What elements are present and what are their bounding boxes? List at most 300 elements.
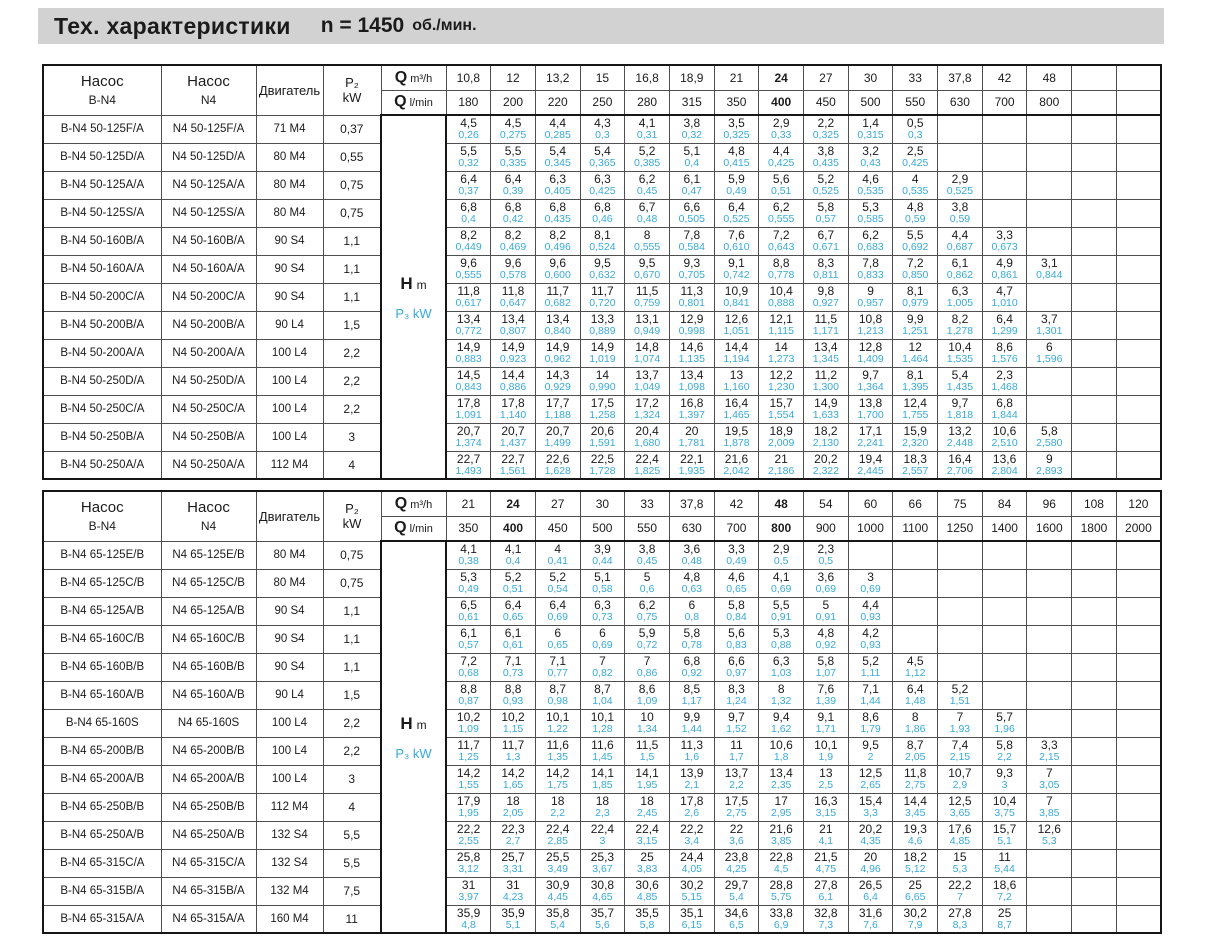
h-value: 22,2	[456, 822, 481, 836]
data-cell	[714, 255, 759, 283]
h-value: 20,7	[456, 424, 481, 438]
h-value: 18,6	[992, 878, 1017, 892]
series-n4-label: N4	[200, 93, 217, 108]
p3-value: 0,687	[946, 241, 974, 253]
data-cell	[1072, 793, 1117, 821]
h-value: 6,3	[549, 172, 567, 186]
h-value: 3,1	[1040, 256, 1058, 270]
h-value: 5,4	[594, 144, 611, 158]
data-cell	[535, 199, 580, 227]
p3-value: 3,85	[1039, 807, 1060, 819]
h-value: 9,9	[683, 710, 701, 724]
data-cell	[1072, 821, 1117, 849]
h-value: 30,6	[635, 878, 659, 892]
h-value: 22,2	[948, 878, 972, 892]
data-cell	[893, 283, 938, 311]
data-cell	[893, 115, 938, 143]
h-value: 5,3	[460, 570, 477, 584]
data-cell	[535, 115, 580, 143]
data-cell	[535, 597, 580, 625]
h-value: 5,8	[996, 738, 1013, 752]
pump-n4-name: N4 65-160B/B	[161, 653, 256, 681]
data-cell	[1072, 709, 1117, 737]
p3-value: 0,449	[455, 241, 482, 253]
h-value: 20	[863, 850, 878, 864]
p3-value: 1,44	[860, 695, 881, 707]
h-value: 5	[822, 598, 830, 612]
q-lmin-value: 180	[446, 90, 491, 115]
p3-value: 1,51	[949, 695, 971, 707]
h-value: 13,4	[456, 312, 481, 326]
q-m3h-value: 21	[446, 491, 491, 516]
q-m3h-value: 108	[1072, 491, 1117, 516]
q-lmin-value: 1250	[938, 516, 983, 541]
pump-n4-name: N4 50-160B/A	[161, 227, 256, 255]
pump-n4-name: N4 65-315B/A	[161, 877, 256, 905]
title-bar	[38, 8, 1164, 44]
h-value: 30,2	[680, 878, 704, 892]
pump-bn4-name: B-N4 65-315C/A	[43, 849, 161, 877]
p3-value: 0,83	[726, 639, 747, 651]
data-cell	[982, 681, 1027, 709]
h-value: 9,7	[862, 368, 879, 382]
data-cell	[535, 451, 580, 479]
p3-value: 2,9	[952, 779, 968, 791]
data-cell	[893, 339, 938, 367]
q-m3h-value: 54	[804, 491, 849, 516]
h-value: 6,3	[772, 654, 790, 668]
data-cell	[1027, 367, 1072, 395]
data-cell	[625, 821, 670, 849]
h-value: 26,5	[858, 878, 883, 892]
h-value: 17,9	[456, 794, 481, 808]
h-value: 7,1	[504, 654, 522, 668]
p3-value: 5,4	[550, 918, 566, 931]
q-m3h-value: 48	[759, 491, 804, 516]
p3-value: 0,91	[770, 611, 792, 623]
data-cell	[625, 423, 670, 451]
p3-value: 0,58	[592, 583, 613, 595]
p3-value: 0,862	[946, 269, 974, 281]
p3-value: 1,71	[815, 723, 837, 735]
data-cell	[759, 681, 804, 709]
h-value: 2,5	[906, 144, 924, 158]
data-cell	[759, 849, 804, 877]
p3-value: 1,554	[768, 409, 795, 421]
data-cell	[1072, 681, 1117, 709]
p3-value: 0,46	[592, 213, 613, 225]
data-cell	[535, 877, 580, 905]
data-cell	[580, 227, 625, 255]
motor-value: 90 S4	[256, 227, 323, 255]
data-cell	[982, 877, 1027, 905]
motor-value: 90 S4	[256, 653, 323, 681]
kw-label: kW	[342, 516, 362, 532]
p3-value: 1,194	[723, 353, 750, 365]
data-cell	[893, 423, 938, 451]
h-symbol: H	[400, 273, 413, 293]
p2-label: P₂	[345, 75, 359, 91]
data-cell	[714, 877, 759, 905]
p3-value: 1,535	[946, 353, 974, 365]
motor-value: 90 S4	[256, 283, 323, 311]
p3-value: 1,230	[768, 381, 795, 393]
h-value: 9,7	[728, 710, 745, 724]
data-cell	[1116, 395, 1161, 423]
data-cell	[625, 905, 670, 933]
h-value: 20,4	[635, 424, 659, 438]
p3-value: 1,273	[768, 353, 795, 365]
h-value: 21	[819, 822, 833, 836]
h-value: 5,6	[728, 626, 745, 640]
data-cell	[580, 765, 625, 793]
p3-value: 1,115	[768, 325, 794, 337]
p3-value: 0,807	[499, 325, 527, 337]
p3-value: 3,67	[592, 863, 613, 875]
p3-value: 0,325	[723, 129, 750, 142]
pump-bn4-name: B-N4 50-200A/A	[43, 339, 161, 367]
h-value: 9,5	[638, 256, 656, 270]
data-cell	[714, 451, 759, 479]
p2-label: P₂	[345, 501, 359, 517]
q-lmin-value: 350	[714, 90, 759, 115]
data-cell	[848, 877, 893, 905]
p3-value: 0,524	[589, 241, 616, 253]
p3-value: 3,75	[994, 807, 1015, 819]
h-value: 9,8	[817, 284, 835, 298]
data-cell	[1072, 597, 1117, 625]
h-value: 8,6	[638, 682, 656, 696]
data-cell	[804, 311, 849, 339]
data-cell	[804, 541, 849, 569]
motor-value: 90 S4	[256, 597, 323, 625]
data-cell	[1072, 115, 1117, 143]
p3-value: 1,499	[544, 437, 571, 449]
p3-value: 0,617	[455, 297, 482, 309]
p3-value: 0,61	[458, 611, 479, 623]
p3-value: 0,45	[636, 185, 658, 197]
p3-label: P₃ kW	[395, 305, 432, 321]
motor-value: 80 M4	[256, 541, 323, 569]
h-value: 24,4	[680, 850, 704, 864]
data-cell	[938, 709, 983, 737]
h-label	[382, 274, 445, 294]
h-value: 14,2	[501, 766, 525, 780]
data-cell	[848, 171, 893, 199]
h-value: 1,4	[862, 116, 879, 131]
h-value: 4,1	[460, 542, 477, 557]
data-cell	[893, 737, 938, 765]
pump-bn4-name: B-N4 65-160S	[43, 709, 161, 737]
p3-value: 1,576	[991, 353, 1018, 365]
p3-value: 0,59	[949, 213, 971, 225]
q-lmin-value: 220	[535, 90, 580, 115]
h-value: 4,8	[683, 570, 701, 584]
motor-value: 90 L4	[256, 311, 323, 339]
pump-n4-name: N4 50-125A/A	[161, 171, 256, 199]
data-cell	[625, 395, 670, 423]
h-value: 4,6	[862, 172, 879, 186]
p3-value: 0,69	[815, 583, 837, 595]
p3-value: 6,4	[863, 891, 878, 903]
data-cell	[1116, 765, 1161, 793]
p3-value: 1,35	[547, 751, 568, 763]
h-value: 8,1	[906, 368, 924, 382]
h-value: 7,4	[951, 738, 969, 752]
h-value: 8,5	[683, 682, 701, 696]
p3-value: 1,28	[592, 723, 613, 735]
h-value: 6,4	[504, 598, 522, 612]
p3-value: 1,324	[633, 409, 661, 421]
p3-value: 1,935	[678, 464, 705, 477]
q-lmin-value: 1000	[848, 516, 893, 541]
data-cell	[446, 311, 491, 339]
p3-value: 1,39	[815, 695, 837, 707]
h-value: 35,5	[635, 905, 659, 920]
h-value: 4,1	[772, 570, 790, 584]
h-value: 5,3	[862, 200, 879, 214]
data-cell	[759, 653, 804, 681]
data-cell	[669, 423, 714, 451]
p3-value: 1,34	[636, 723, 658, 735]
p3-value: 0,285	[544, 129, 571, 142]
h-value: 3,8	[817, 144, 835, 158]
column-header-pump-n4	[161, 491, 256, 541]
p3-value: 1,700	[857, 409, 884, 421]
p3-value: 1,010	[991, 297, 1018, 309]
p3-value: 0,962	[544, 353, 571, 365]
p3-value: 0,51	[770, 185, 792, 197]
h-value: 4,7	[996, 284, 1013, 298]
data-cell	[580, 541, 625, 569]
p2-value: 2,2	[323, 339, 381, 367]
data-cell	[669, 877, 714, 905]
h-value: 4,8	[728, 144, 745, 158]
data-cell	[1027, 339, 1072, 367]
data-cell	[759, 199, 804, 227]
data-cell	[625, 311, 670, 339]
data-cell	[804, 849, 849, 877]
motor-value: 100 L4	[256, 395, 323, 423]
data-cell	[714, 569, 759, 597]
header-row-m3h	[43, 65, 1161, 90]
pump-row	[43, 597, 1161, 625]
h-value: 15,7	[992, 822, 1017, 836]
data-cell	[804, 451, 849, 479]
data-cell	[1116, 255, 1161, 283]
data-cell	[714, 625, 759, 653]
p3-value: 0,929	[544, 381, 571, 393]
data-cell	[1027, 423, 1072, 451]
data-cell	[1027, 255, 1072, 283]
p3-value: 2,042	[723, 464, 750, 477]
pump-n4-name: N4 50-250D/A	[161, 367, 256, 395]
data-cell	[625, 115, 670, 143]
h-value: 10,2	[501, 710, 525, 724]
h-value: 3	[867, 570, 874, 584]
data-cell	[982, 339, 1027, 367]
data-cell	[625, 681, 670, 709]
data-cell	[759, 283, 804, 311]
h-value: 22,4	[635, 822, 659, 836]
h-value: 6,8	[594, 200, 611, 214]
data-cell	[535, 793, 580, 821]
p3-value: 0,65	[726, 583, 747, 595]
h-value: 7	[599, 654, 606, 668]
p3-value: 2,15	[949, 751, 971, 763]
p2-value: 4	[323, 793, 381, 821]
h-value: 10,8	[858, 312, 883, 326]
p3-value: 0,742	[723, 269, 750, 281]
h-value: 13,4	[769, 766, 793, 780]
h-value: 35,9	[501, 905, 525, 920]
p3-value: 1,591	[589, 437, 616, 449]
p3-value: 0,578	[499, 269, 527, 281]
data-cell	[669, 905, 714, 933]
h-value: 4	[911, 172, 919, 186]
p3-value: 0,48	[636, 213, 658, 225]
data-cell	[893, 171, 938, 199]
q-lmin-value: 550	[893, 90, 938, 115]
h-value: 7,2	[906, 256, 924, 270]
motor-value: 90 L4	[256, 681, 323, 709]
data-cell	[491, 199, 536, 227]
h-value: 13,9	[680, 766, 704, 780]
h-value: 14,4	[903, 794, 927, 808]
data-cell	[446, 569, 491, 597]
h-value: 14,9	[546, 340, 570, 354]
data-cell	[848, 339, 893, 367]
h-value: 17,2	[635, 396, 659, 410]
h-value: 13	[819, 766, 833, 780]
data-cell	[714, 849, 759, 877]
h-value: 22,3	[501, 822, 525, 836]
p3-value: 1,86	[905, 723, 926, 735]
data-cell	[535, 569, 580, 597]
motor-value: 132 S4	[256, 821, 323, 849]
p3-value: 0,3	[595, 129, 610, 142]
data-cell	[535, 709, 580, 737]
q-m3h-value: 24	[491, 491, 536, 516]
pump-bn4-name: B-N4 50-125D/A	[43, 143, 161, 171]
data-cell	[625, 709, 670, 737]
h-value: 11,7	[591, 284, 614, 298]
p3-value: 4,75	[815, 863, 837, 875]
data-cell	[1027, 597, 1072, 625]
data-cell	[535, 143, 580, 171]
p3-value: 0,927	[812, 297, 839, 309]
p3-value: 2,557	[902, 464, 929, 477]
p3-value: 1,55	[458, 779, 479, 791]
data-cell	[580, 367, 625, 395]
data-cell	[446, 367, 491, 395]
h-value: 13,7	[724, 766, 749, 780]
h-value: 8	[777, 682, 785, 696]
p3-value: 0,385	[633, 157, 661, 169]
h-value: 6	[554, 626, 562, 640]
p3-value: 4,35	[860, 835, 881, 847]
p3-value: 0,92	[815, 639, 837, 651]
p3-value: 2	[867, 751, 874, 763]
h-value: 11	[998, 850, 1011, 864]
p3-value: 0,77	[547, 667, 568, 679]
data-cell	[759, 793, 804, 821]
h-value: 2,9	[951, 172, 969, 186]
pump-bn4-name: B-N4 65-250A/B	[43, 821, 161, 849]
data-cell	[804, 765, 849, 793]
data-cell	[535, 821, 580, 849]
data-cell	[1116, 199, 1161, 227]
data-cell	[1116, 877, 1161, 905]
p3-value: 0,525	[723, 213, 750, 225]
pump-n4-name: N4 50-250C/A	[161, 395, 256, 423]
h-value: 9,3	[683, 256, 701, 270]
data-cell	[491, 653, 536, 681]
data-cell	[1116, 597, 1161, 625]
h-value: 7,8	[683, 228, 701, 242]
h-value: 5,1	[683, 144, 701, 158]
pump-row	[43, 541, 1161, 569]
p3-value: 6,9	[773, 918, 789, 931]
q-lmin-value: 1600	[1027, 516, 1072, 541]
p3-value: 2,2	[729, 779, 744, 791]
data-cell	[848, 681, 893, 709]
data-cell	[1072, 143, 1117, 171]
h-value: 18,2	[814, 424, 838, 438]
h-value: 22	[729, 822, 744, 836]
p3-value: 1,45	[592, 751, 613, 763]
h-value: 11,3	[680, 738, 704, 752]
data-cell	[491, 423, 536, 451]
p3-value: 7	[956, 891, 963, 903]
h-value: 7,2	[460, 654, 477, 668]
data-cell	[982, 143, 1027, 171]
p3-value: 2,7	[505, 835, 521, 847]
data-cell	[1027, 821, 1072, 849]
q-lmin-value: 800	[1027, 90, 1072, 115]
h-value: 6,5	[460, 598, 477, 612]
p3-value: 1,844	[991, 409, 1018, 421]
data-cell	[669, 653, 714, 681]
h-value: 5,5	[504, 144, 522, 158]
h-value: 25,8	[456, 850, 481, 864]
data-cell	[580, 905, 625, 933]
p3-value: 4,1	[818, 835, 834, 847]
pump-bn4-name: B-N4 50-250D/A	[43, 367, 161, 395]
data-cell	[1027, 395, 1072, 423]
data-cell	[491, 877, 536, 905]
data-cell	[669, 367, 714, 395]
h-value: 10,4	[769, 284, 793, 298]
q-m3h-value: 27	[535, 491, 580, 516]
data-cell	[625, 849, 670, 877]
p2-value: 3	[323, 765, 381, 793]
data-cell	[938, 311, 983, 339]
data-cell	[982, 227, 1027, 255]
data-cell	[580, 653, 625, 681]
data-cell	[848, 905, 893, 933]
p3-value: 0,38	[458, 555, 479, 568]
p3-value: 0,54	[547, 583, 568, 595]
h-value: 6,7	[638, 200, 656, 214]
p3-value: 7,3	[818, 918, 834, 931]
h-value: 8,1	[594, 228, 611, 242]
pump-bn4-name: B-N4 50-160B/A	[43, 227, 161, 255]
pump-n4-name: N4 65-200B/B	[161, 737, 256, 765]
pump-label: Насос	[80, 73, 124, 91]
h-value: 8,3	[817, 256, 835, 270]
data-cell	[446, 143, 491, 171]
